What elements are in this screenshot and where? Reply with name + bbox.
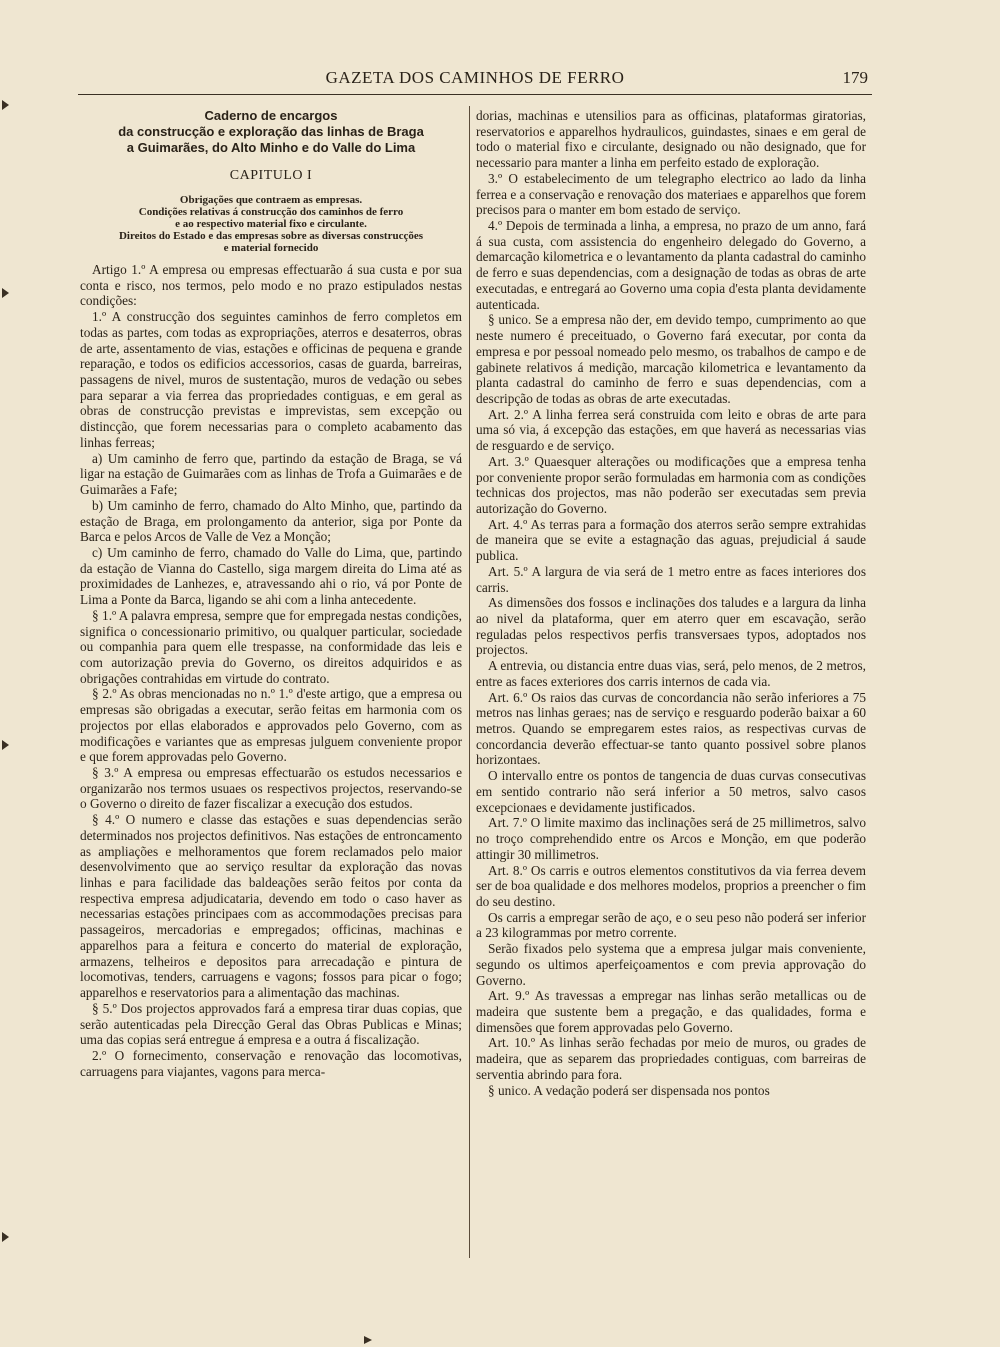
right-column [476, 108, 866, 1098]
paragraph: Artigo 1.º A empresa ou empresas effectuarão á sua custa e por sua conta e risco, nos termos, pelo modo e no prazo estipulados nestas condições: [80, 262, 462, 309]
chapter-heading: CAPITULO I [229, 168, 313, 183]
paragraph: § unico. Se a empresa não der, em devido tempo, cumprimento ao que neste numero é preceituado, o Governo fará executar, por conta da empresa e por pessoal nomeado pelo mesmo, os trabalhos de campo e de gabinete relativos á medição, marcação kilometrica e levantamento da planta cadastral do caminho de ferro e suas dependencias, com a descripção de todas as obras de arte executadas. [476, 312, 866, 406]
paragraph: 3.º O estabelecimento de um telegrapho electrico ao lado da linha ferrea e a conservação e renovação dos materiaes e apparelhos que forem precisos para o manter em bom estado de serviço. [476, 170, 866, 218]
paragraph: a) Um caminho de ferro que, partindo da estação de Braga, se vá ligar na estação de Guimarães com as linhas de Trofa a Guimarães e de Guimarães a Fafe; [80, 450, 462, 498]
subheading-line: e material fornecido [223, 242, 319, 254]
paragraph: § 4.º O numero e classe das estações e suas dependencias serão determinados nos projectos definitivos. Nas estações de entroncamento as ampliações e melhoramentos que forem reclamados pelo maior desenvolvimento que ao serviço resultar da exploração das novas linhas e para facilidade das baldeações serão feitos por conta da respectiva empresa adjudicataria, devendo em todo o caso haver as necessarias estações principaes com as accommodações precisas para passageiros, mercadorias e empregados; officinas, machinas e apparelhos para a feitura e concerto do material de exploração, armazens, telheiros e depositos para arrecadação e pintura de locomotivas, tenders, carruagens e vagons; fossos para picar o fogo; apparelhos e reservatorios para a alimentação das machinas. [80, 812, 462, 1001]
subheading-line: Obrigações que contraem as empresas. [179, 194, 363, 206]
paragraph: Os carris a empregar serão de aço, e o seu peso não poderá ser inferior a 23 kilogrammas por metro corrente. [476, 909, 866, 941]
paragraph: Art. 7.º O limite maximo das inclinações será de 25 millimetros, salvo no troço comprehendido entre os Arcos e Monção, em que poderão attingir 30 millimetros. [476, 815, 866, 862]
paragraph: 4.º Depois de terminada a linha, a empresa, no prazo de um anno, fará á sua custa, com assistencia do engenheiro delegado do Governo, a demarcação kilometrica e o levantamento da planta cadastral do caminho de ferro e suas dependencias, com a designação de todas as obras de arte executadas, e entregará ao Governo uma copia d'esta planta devidamente autenticada. [476, 218, 866, 312]
section-title [80, 108, 462, 156]
left-column [80, 106, 462, 1079]
paragraph: 1.º A construcção dos seguintes caminhos de ferro completos em todas as partes, com todas as expropriações, aterros e desaterros, obras de arte, assentamento de vias, estações e officinas de pequena e grande reparação, e todos os edificios accessorios, casas de guarda, barreiras, passagens de nivel, muros de sustentação, muros de vedação ou sebes para separar a via ferrea das propriedades contiguas, e em geral as obras de construcção previstas e imprevistas, sem excepção ou distincção, que forem necessarias para o completo acabamento das linhas ferreas; [80, 309, 462, 450]
paragraph: § 2.º As obras mencionadas no n.º 1.º d'este artigo, que a empresa ou empresas são obrigadas a executar, serão feitas em harmonia com os projectos por ellas elaborados e approvados pelo Governo, com as modificações e variantes que as empresas julguem conveniente propor e que forem approvadas pelo Governo. [80, 686, 462, 765]
title-line: a Guimarães, do Alto Minho e do Valle do Lima [126, 140, 416, 155]
subheading-line: Direitos do Estado e das empresas sobre as diversas construcções [118, 230, 424, 242]
paragraph: Art. 8.º Os carris e outros elementos constitutivos da via ferrea devem ser de boa qualidade e dos melhores modelos, proprios a preencher o fim do seu destino. [476, 862, 866, 909]
paragraph: Art. 5.º A largura de via será de 1 metro entre as faces interiores dos carris. [476, 563, 866, 595]
title-line: Caderno de encargos [204, 108, 338, 123]
paragraph: § 5.º Dos projectos approvados fará a empresa tirar duas copias, que serão autenticadas pela Direcção Geral das Obras Publicas e Minas; uma das copias será entregue á empresa e a outra á fiscalização. [80, 1000, 462, 1048]
subheading-line: e ao respectivo material fixo e circulante. [175, 218, 367, 230]
chapter-subheading [80, 194, 462, 254]
column-divider [469, 106, 470, 1258]
paragraph: A entrevia, ou distancia entre duas vias, será, pelo menos, de 2 metros, entre as faces exteriores dos carris internos de cada via. [476, 658, 866, 689]
page-number: 179 [842, 68, 868, 87]
paragraph: Art. 3.º Quaesquer alterações ou modificações que a empresa tenha por conveniente propor serão formuladas em harmonia com as condições technicas dos projectos, mas não poderão ser executadas sem previa autorização do Governo. [476, 453, 866, 516]
margin-mark [2, 100, 9, 110]
running-header [78, 64, 872, 95]
paragraph: dorias, machinas e utensilios para as officinas, plataformas giratorias, reservatorios e apparelhos hydraulicos, guindastes, sinaes e em geral de todo o material fixo e circulante, designado ou não designado, que for necessario para manter a linha em perfeito estado de exploração. [476, 108, 866, 171]
paragraph: Art. 9.º As travessas a empregar nas linhas serão metallicas ou de madeira que sustente bem a pregação, e das qualidades, forma e dimensões que forem approvadas pelo Governo. [476, 988, 866, 1035]
gazette-title: GAZETA DOS CAMINHOS DE FERRO [325, 68, 625, 87]
margin-mark [2, 740, 9, 750]
paragraph: c) Um caminho de ferro, chamado do Valle do Lima, que, partindo da estação de Vianna do Castello, siga margem direita do Lima até as proximidades de Lanhezes, e, atravessando ahi o rio, vá por Ponte de Lima a Ponte da Barca, ligando se ahi com a linha antecedente. [80, 544, 462, 608]
paragraph: § 3.º A empresa ou empresas effectuarão os estudos necessarios e organizarão nos termos usuaes os respectivos projectos, reservando-se o Governo o direito de fazer fiscalizar a execução dos estudos. [80, 765, 462, 812]
margin-mark [364, 1336, 372, 1344]
paragraph: § unico. A vedação poderá ser dispensada nos pontos [488, 1082, 770, 1098]
paragraph: As dimensões dos fossos e inclinações dos taludes e a largura da linha ao nivel da plataforma, quer em aterro quer em escavação, serão reguladas pelos respectivos perfis transversaes typos, adoptados nos projectos. [476, 595, 866, 658]
paragraph: O intervallo entre os pontos de tangencia de duas curvas consecutivas em sentido contrario não será inferior a 50 metros, salvo casos excepcionaes e devidamente justificados. [476, 768, 866, 815]
margin-mark [2, 1232, 9, 1242]
title-line: da construcção e exploração das linhas de Braga [118, 124, 424, 139]
paragraph: § 1.º A palavra empresa, sempre que for empregada nestas condições, significa o concessionario primitivo, ou qualquer particular, sociedade ou companhia para quem elle trespasse, na conformidade das leis e com autorização previa do Governo, os direitos adquiridos e as obrigações contrahidas em virtude do contrato. [80, 607, 462, 686]
paragraph: Art. 6.º Os raios das curvas de concordancia não serão inferiores a 75 metros nas linhas geraes; nas de serviço e resguardo poderão baixar a 60 metros. Quando se empregarem estes raios, as respectivas curvas de concordancia deverão effectuar-se tanto quanto possivel sobre planos horizontaes. [476, 689, 866, 768]
margin-mark [2, 288, 9, 298]
paragraph: b) Um caminho de ferro, chamado do Alto Minho, que, partindo da estação de Braga, em prolongamento da anterior, siga por Ponte da Barca e pelos Arcos de Valle de Vez a Monção; [80, 497, 462, 545]
paragraph: Art. 2.º A linha ferrea será construida com leito e obras de arte para uma só via, á excepção das estações, em que haverá as necessarias vias de resguardo e de serviço. [476, 406, 866, 454]
paragraph: Serão fixados pelo systema que a empresa julgar mais conveniente, segundo os ultimos aperfeiçoamentos e com previa approvação do Governo. [476, 941, 866, 988]
subheading-line: Condições relativas á construcção dos caminhos de ferro [138, 206, 404, 218]
paragraph: Art. 4.º As terras para a formação dos aterros serão sempre extrahidas de maneira que se evite a estagnação das aguas, prejudicial á saude publica. [476, 516, 866, 564]
paragraph: 2.º O fornecimento, conservação e renovação das locomotivas, carruagens para viajantes, vagons para merca- [80, 1047, 462, 1079]
paragraph: Art. 10.º As linhas serão fechadas por meio de muros, ou grades de madeira, que as separem das propriedades contiguas, com barreiras de serventia abrindo para fora. [476, 1035, 866, 1082]
